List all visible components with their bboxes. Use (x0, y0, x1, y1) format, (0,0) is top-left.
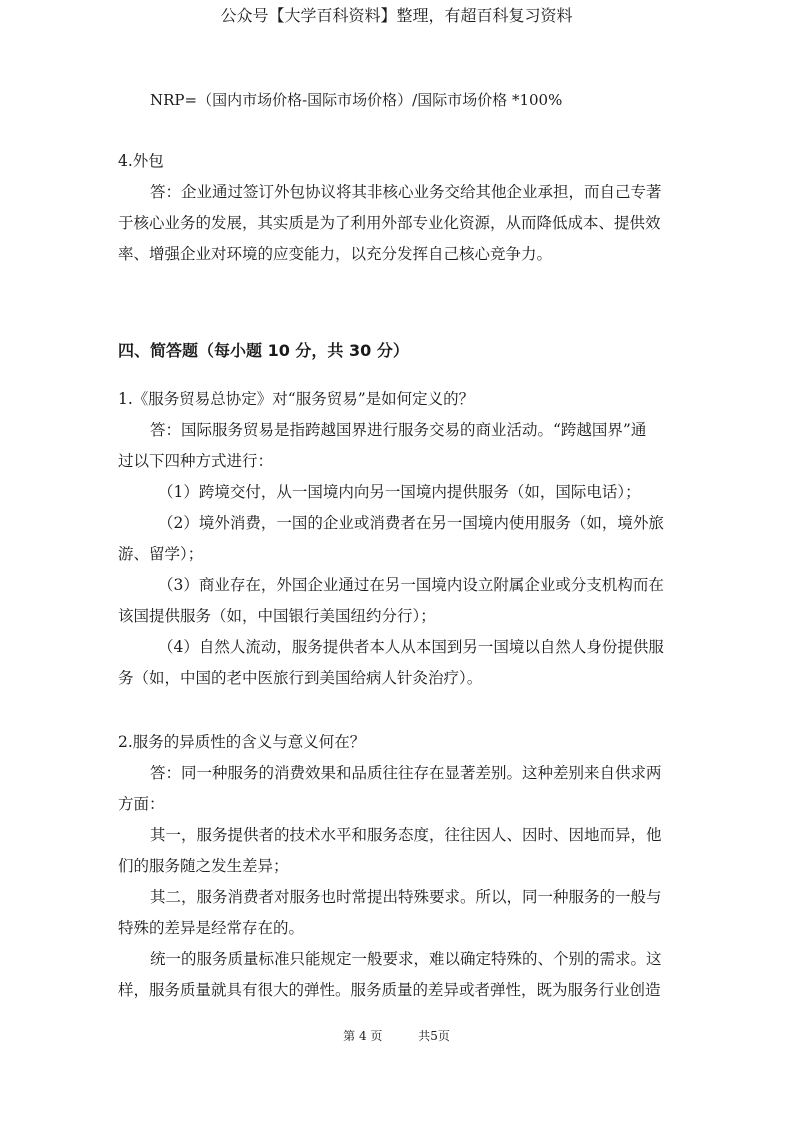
question-2-line: 特殊的差异是经常存在的。 (118, 919, 305, 937)
question-1-line: 过以下四种方式进行： (118, 452, 274, 470)
question-1-line: （4）自然人流动，服务提供者本人从本国到另一国境以自然人身份提供服 (158, 638, 664, 656)
question-1-line: （3）商业存在，外国企业通过在另一国境内设立附属企业或分支机构而在 (158, 576, 664, 594)
item-4-title: 4.外包 (118, 152, 164, 170)
question-2-line: 方面： (118, 795, 165, 813)
question-1-line: 务（如，中国的老中医旅行到美国给病人针灸治疗）。 (118, 669, 483, 687)
item-4-line: 答：企业通过签订外包协议将其非核心业务交给其他企业承担，而自己专著 (150, 183, 662, 201)
question-1-line: 该国提供服务（如，中国银行美国纽约分行）； (118, 607, 436, 625)
question-2-line: 答：同一种服务的消费效果和品质往往存在显著差别。这种差别来自供求两 (150, 764, 662, 782)
section-4-heading: 四、简答题（每小题 10 分，共 30 分） (118, 341, 409, 360)
question-2-line: 们的服务随之发生差异； (118, 857, 289, 875)
page-footer (0, 1027, 793, 1045)
question-2-line: 其一，服务提供者的技术水平和服务态度，往往因人、因时、因地而异，他 (150, 826, 662, 844)
question-2-line: 统一的服务质量标准只能规定一般要求，难以确定特殊的、个别的需求。这 (150, 950, 662, 968)
nrp-formula: NRP=（国内市场价格-国际市场价格）/国际市场价格 *100% (150, 91, 563, 109)
item-4-line: 于核心业务的发展，其实质是为了利用外部专业化资源，从而降低成本、提供效 (118, 214, 661, 232)
question-2-line: 样，服务质量就具有很大的弹性。服务质量的差异或者弹性，既为服务行业创造 (118, 981, 661, 999)
question-1-line: （2）境外消费，一国的企业或消费者在另一国境内使用服务（如，境外旅 (158, 514, 664, 532)
question-1-title: 1.《服务贸易总协定》对“服务贸易”是如何定义的？ (118, 390, 475, 408)
page-total: 共5页 (418, 1029, 450, 1043)
page-header: 公众号【大学百科资料】整理，有超百科复习资料 (220, 6, 573, 25)
question-1-line: 游、留学）； (118, 545, 204, 563)
question-2-line: 其二，服务消费者对服务也时常提出特殊要求。所以，同一种服务的一般与 (150, 888, 662, 906)
page-number: 第 4 页 (343, 1029, 383, 1043)
question-1-line: （1）跨境交付，从一国境内向另一国境内提供服务（如，国际电话）； (158, 483, 641, 501)
question-2-title: 2.服务的异质性的含义与意义何在？ (118, 733, 366, 751)
item-4-line: 率、增强企业对环境的应变能力，以充分发挥自己核心竞争力。 (118, 245, 553, 263)
question-1-line: 答：国际服务贸易是指跨越国界进行服务交易的商业活动。“跨越国界”通 (150, 421, 647, 439)
